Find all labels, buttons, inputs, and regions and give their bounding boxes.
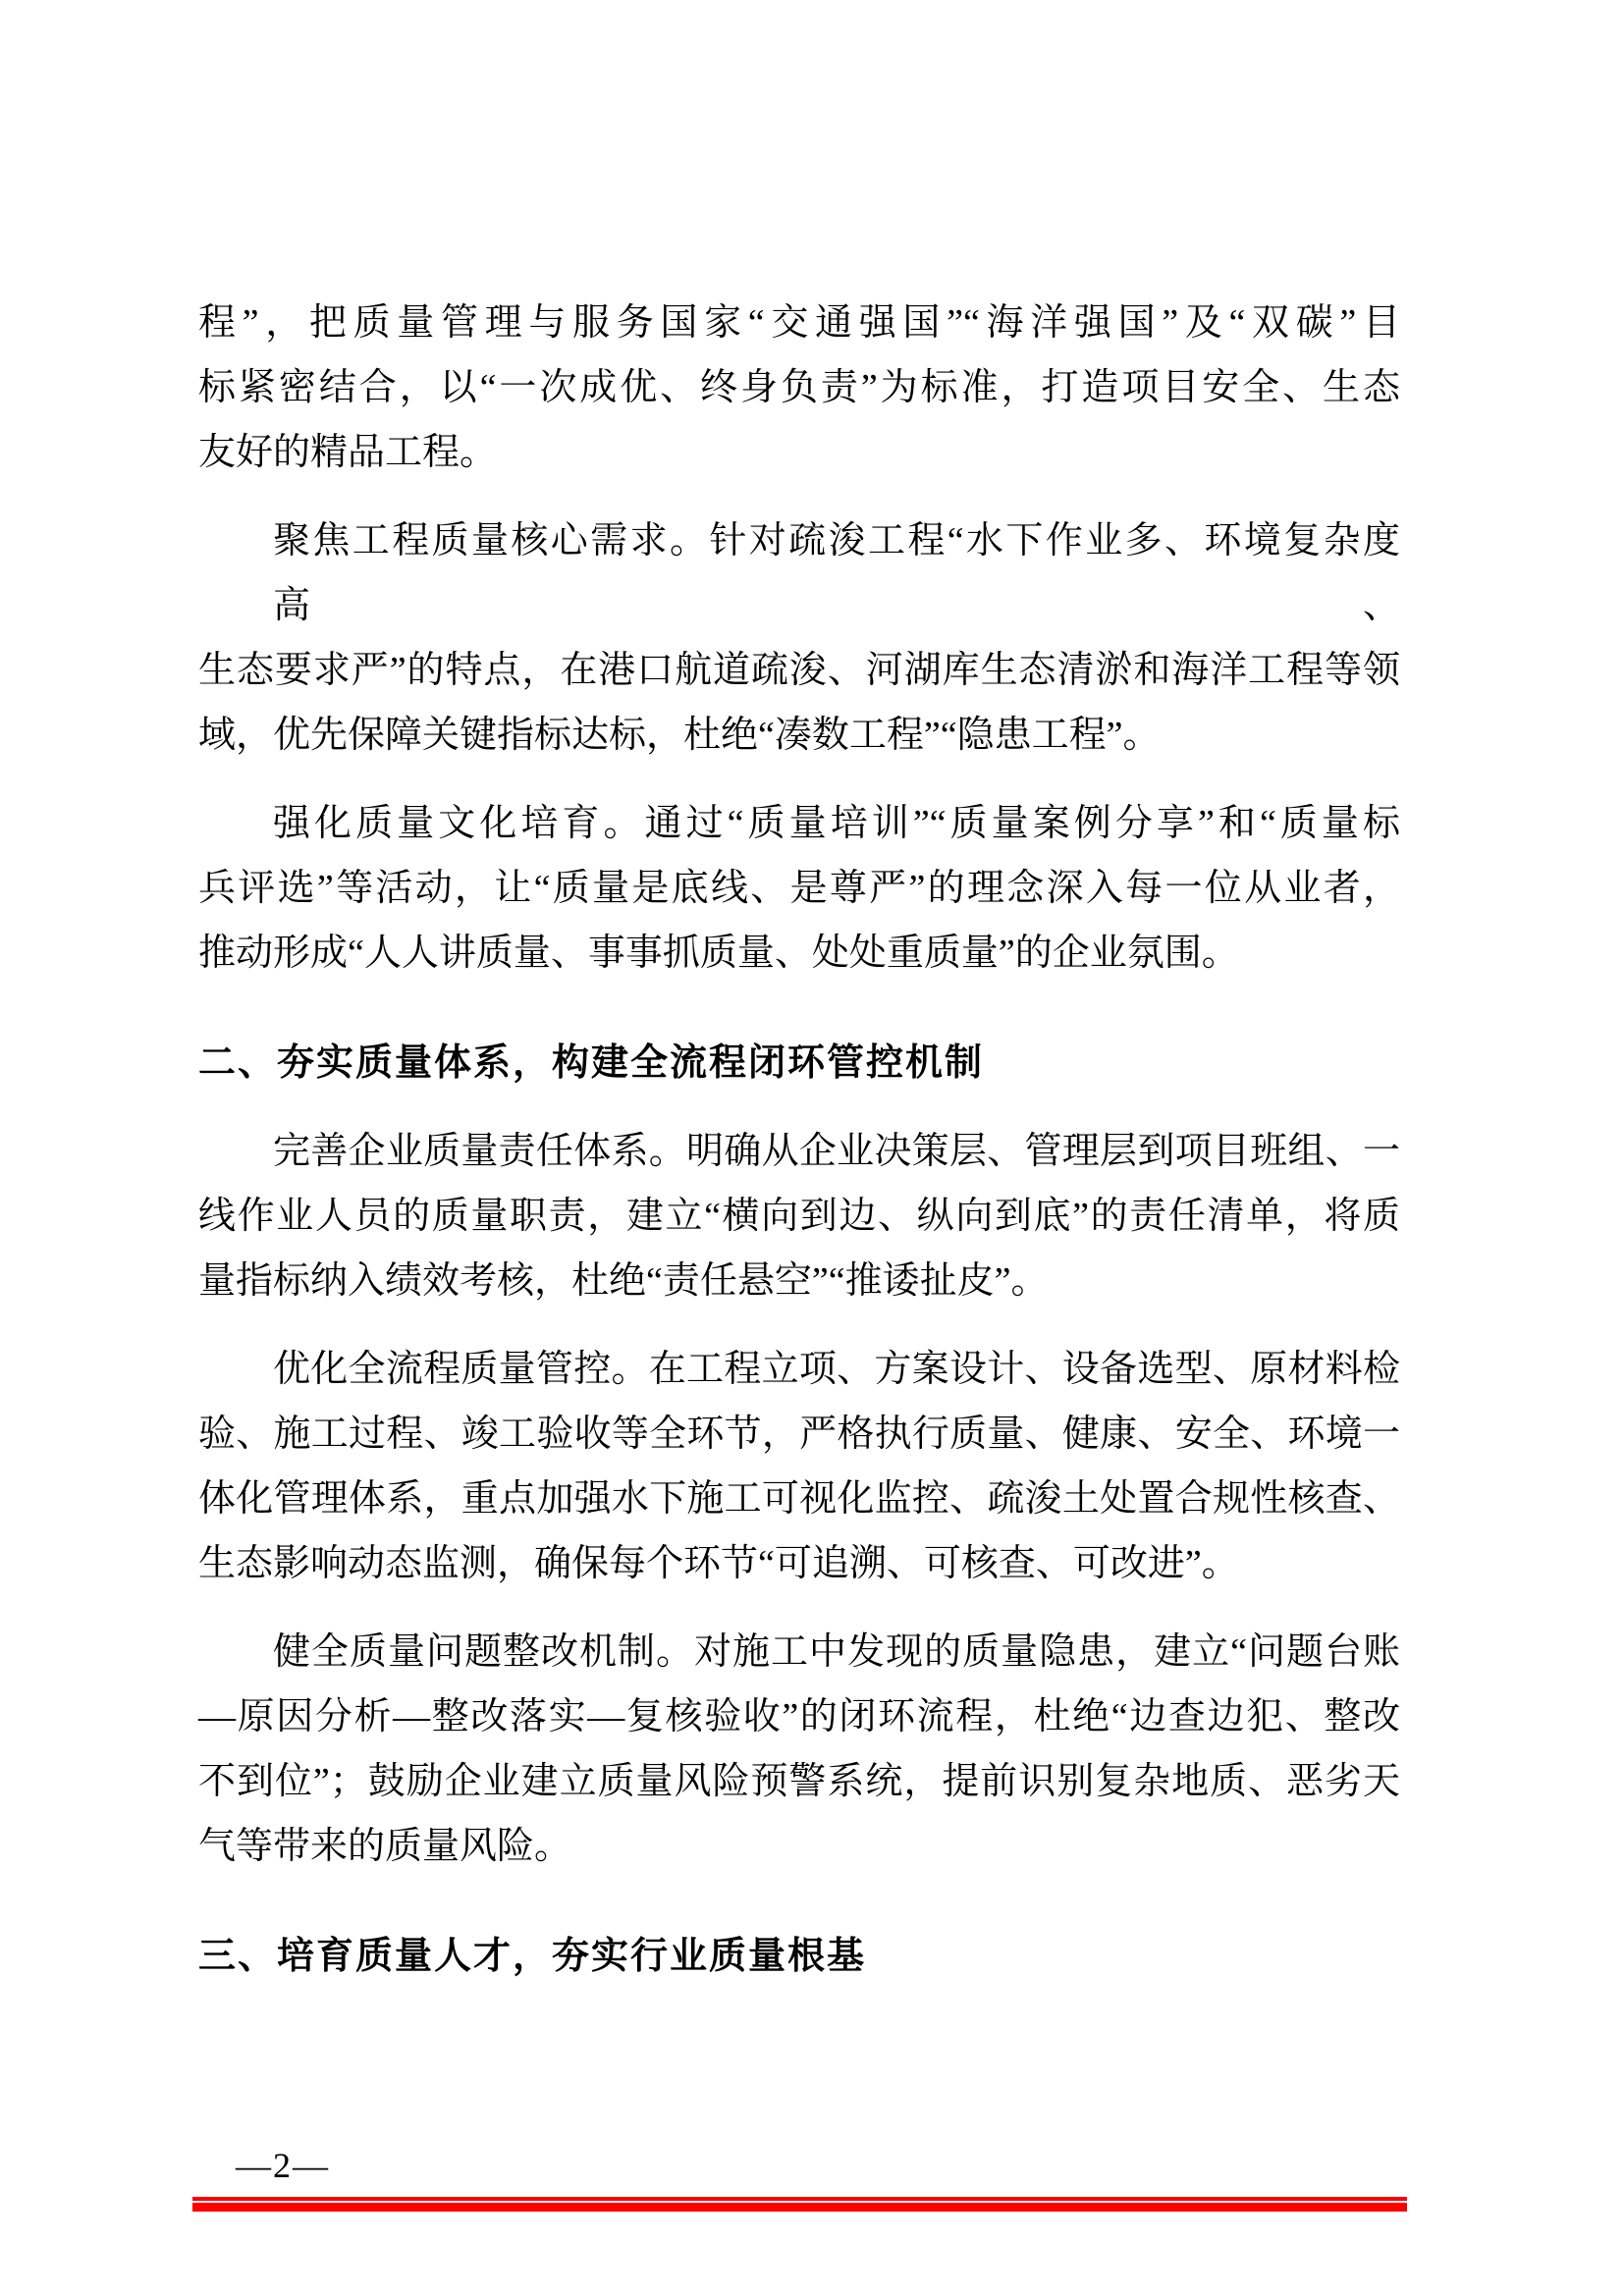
text-line: —原因分析—整改落实—复核验收”的闭环流程，杜绝“边查边犯、整改 — [198, 1696, 1400, 1737]
text-line: 程”，把质量管理与服务国家“交通强国”“海洋强国”及“双碳”目 — [198, 302, 1400, 344]
section-heading: 二、夯实质量体系，构建全流程闭环管控机制 — [198, 1042, 985, 1084]
text-line: 验、施工过程、竣工验收等全环节，严格执行质量、健康、安全、环境一 — [198, 1414, 1400, 1455]
footer-red-rule-thick-band — [192, 2203, 1407, 2212]
page-number: —2— — [236, 2146, 330, 2185]
text-line: 生态要求严”的特点，在港口航道疏浚、河湖库生态清淤和海洋工程等领 — [198, 650, 1400, 691]
body-paragraph — [198, 291, 1400, 485]
body-paragraph — [198, 791, 1400, 986]
text-line: 域，优先保障关键指标达标，杜绝“凑数工程”“隐患工程”。 — [198, 715, 1161, 756]
text-line: 完善企业质量责任体系。明确从企业决策层、管理层到项目班组、一 — [273, 1131, 1400, 1172]
page-body — [198, 291, 1400, 2012]
footer-red-rule — [192, 2197, 1407, 2212]
text-line: 优化全流程质量管控。在工程立项、方案设计、设备选型、原材料检 — [273, 1349, 1400, 1390]
body-paragraph — [198, 1620, 1400, 1879]
text-line: 体化管理体系，重点加强水下施工可视化监控、疏浚土处置合规性核查、 — [198, 1478, 1400, 1520]
text-line: 标紧密结合，以“一次成优、终身负责”为标准，打造项目安全、生态 — [198, 367, 1400, 408]
body-paragraph — [198, 1337, 1400, 1596]
section-heading: 三、培育质量人才，夯实行业质量根基 — [198, 1936, 867, 1977]
text-line: 兵评选”等活动，让“质量是底线、是尊严”的理念深入每一位从业者， — [198, 868, 1400, 909]
body-paragraph — [198, 1119, 1400, 1313]
text-line: 强化质量文化培育。通过“质量培训”“质量案例分享”和“质量标 — [273, 803, 1400, 844]
body-paragraph — [198, 508, 1400, 768]
text-line: 不到位”；鼓励企业建立质量风险预警系统，提前识别复杂地质、恶劣天 — [198, 1761, 1400, 1802]
text-line: 友好的精品工程。 — [198, 432, 498, 473]
text-line: 聚焦工程质量核心需求。针对疏浚工程“水下作业多、环境复杂度高、 — [273, 520, 1400, 626]
text-line: 健全质量问题整改机制。对施工中发现的质量隐患，建立“问题台账 — [273, 1631, 1400, 1673]
text-line: 气等带来的质量风险。 — [198, 1826, 572, 1867]
text-line: 线作业人员的质量职责，建立“横向到边、纵向到底”的责任清单，将质 — [198, 1196, 1400, 1237]
text-line: 推动形成“人人讲质量、事事抓质量、处处重质量”的企业氛围。 — [198, 933, 1239, 974]
text-line: 生态影响动态监测，确保每个环节“可追溯、可核查、可改进”。 — [198, 1543, 1239, 1584]
text-line: 量指标纳入绩效考核，杜绝“责任悬空”“推诿扯皮”。 — [198, 1260, 1049, 1302]
